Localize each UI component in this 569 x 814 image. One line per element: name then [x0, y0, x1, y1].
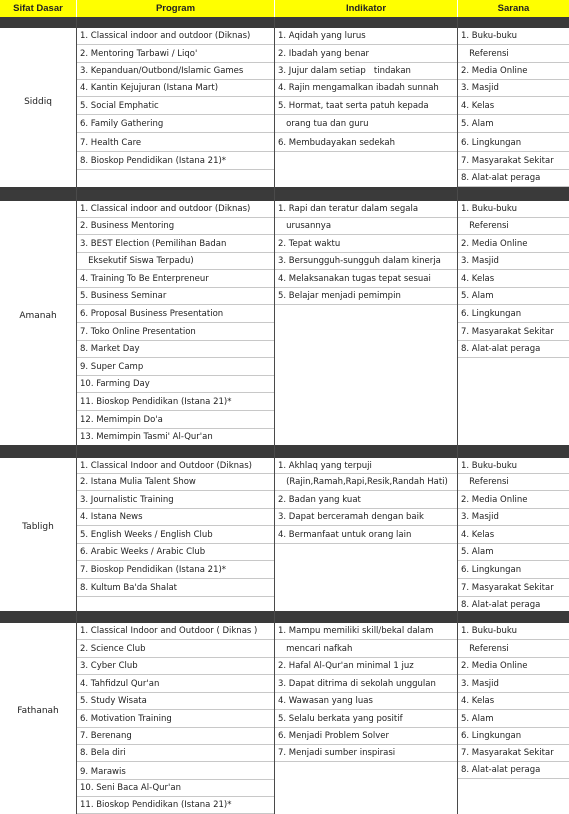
sarana-item: 8. Alat-alat peraga [461, 600, 541, 610]
sarana-item: 7. Masyarakat Sekitar [461, 583, 554, 593]
row-divider [275, 639, 457, 640]
indikator-item: mencari nafkah [278, 644, 353, 654]
row-divider [458, 151, 569, 152]
indikator-item: urusannya [278, 221, 332, 231]
row-divider [458, 525, 569, 526]
program-item: 5. English Weeks / English Club [80, 530, 213, 540]
indikator-item: 1. Akhlaq yang terpuji [278, 461, 372, 471]
category-label-tabligh: Tabligh [22, 522, 54, 532]
sarana-item: 3. Masjid [461, 256, 499, 266]
row-divider [458, 269, 569, 270]
row-divider [77, 114, 274, 115]
sarana-item: 4. Kelas [461, 530, 495, 540]
indikator-item: 1. Aqidah yang lurus [278, 31, 366, 41]
sarana-item: 3. Masjid [461, 83, 499, 93]
sarana-item: 5. Alam [461, 119, 494, 129]
indikator-item: 4. Rajin mengamalkan ibadah sunnah [278, 83, 439, 93]
sarana-item: 1. Buku-buku [461, 204, 517, 214]
row-divider [458, 44, 569, 45]
program-item: 1. Classical Indoor and Outdoor (Diknas) [80, 461, 252, 471]
sarana-item: 6. Lingkungan [461, 138, 522, 148]
indikator-item: (Rajin,Ramah,Rapi,Resik,Randah Hati) [278, 477, 448, 487]
sarana-item: 6. Lingkungan [461, 565, 522, 575]
program-item: 7. Bioskop Pendidikan (Istana 21)* [80, 565, 227, 575]
row-divider [77, 132, 274, 133]
row-divider [458, 322, 569, 323]
indikator-item: 2. Hafal Al-Qur'an minimal 1 juz [278, 661, 414, 671]
indikator-item: 1. Mampu memiliki skill/bekal dalam [278, 626, 434, 636]
row-divider [458, 114, 569, 115]
column-divider [457, 17, 458, 814]
sarana-item: 7. Masyarakat Sekitar [461, 748, 554, 758]
sarana-item: 6. Lingkungan [461, 731, 522, 741]
program-item: 10. Seni Baca Al-Qur'an [80, 783, 181, 793]
indikator-item: 1. Rapi dan teratur dalam segala [278, 204, 419, 214]
row-divider [458, 578, 569, 579]
row-divider [77, 578, 274, 579]
indikator-item: 2. Tepat waktu [278, 239, 341, 249]
category-label-amanah: Amanah [19, 311, 57, 321]
row-divider [458, 234, 569, 235]
program-item: 11. Bioskop Pendidikan (Istana 21)* [80, 800, 232, 810]
program-item: 6. Family Gathering [80, 119, 164, 129]
program-item: 8. Bela diri [80, 748, 126, 758]
indikator-item: 4. Melaksanakan tugas tepat sesuai [278, 274, 431, 284]
sarana-item: 5. Alam [461, 714, 494, 724]
row-divider [275, 132, 457, 133]
program-item: 9. Super Camp [80, 362, 144, 372]
program-item: 13. Memimpin Tasmi' Al-Qur'an [80, 432, 213, 442]
program-item: 3. Cyber Club [80, 661, 138, 671]
indikator-item: 5. Belajar menjadi pemimpin [278, 291, 401, 301]
sarana-item: 1. Buku-buku [461, 31, 517, 41]
row-divider [275, 543, 457, 544]
program-item: 6. Arabic Weeks / Arabic Club [80, 547, 206, 557]
program-item: 7. Toko Online Presentation [80, 327, 196, 337]
program-item: 3. Kepanduan/Outbond/Islamic Games [80, 66, 244, 76]
sarana-item: 3. Masjid [461, 512, 499, 522]
row-divider [77, 410, 274, 411]
sarana-item: 1. Buku-buku [461, 461, 517, 471]
row-divider [458, 778, 569, 779]
row-divider [77, 269, 274, 270]
program-item: 10. Farming Day [80, 379, 150, 389]
row-divider [77, 322, 274, 323]
sarana-item: 8. Alat-alat peraga [461, 344, 541, 354]
program-item: 1. Classical Indoor and Outdoor ( Diknas ) [80, 626, 258, 636]
indikator-item: 2. Ibadah yang benar [278, 49, 370, 59]
program-item: 4. Kantin Kejujuran (Istana Mart) [80, 83, 219, 93]
section-separator [0, 611, 569, 623]
category-label-fathanah: Fathanah [17, 706, 59, 716]
sarana-item: 5. Alam [461, 547, 494, 557]
row-divider [458, 357, 569, 358]
row-divider [77, 761, 274, 762]
sarana-item: Referensi [461, 49, 509, 59]
row-divider [275, 151, 457, 152]
row-divider [275, 269, 457, 270]
program-item: 1. Classical indoor and outdoor (Diknas) [80, 204, 251, 214]
section-separator [0, 17, 569, 28]
row-divider [458, 560, 569, 561]
sarana-item: 3. Masjid [461, 679, 499, 689]
program-item: 6. Motivation Training [80, 714, 172, 724]
header-indikator: Indikator [275, 0, 457, 17]
row-divider [77, 596, 274, 597]
sarana-item: 4. Kelas [461, 274, 495, 284]
program-item: 2. Mentoring Tarbawi / Liqo' [80, 49, 198, 59]
sarana-item: 7. Masyarakat Sekitar [461, 156, 554, 166]
header-program: Program [77, 0, 274, 17]
row-divider [77, 525, 274, 526]
row-divider [458, 132, 569, 133]
indikator-item: 4. Wawasan yang luas [278, 696, 373, 706]
indikator-item: 3. Bersungguh-sungguh dalam kinerja [278, 256, 441, 266]
sarana-item: 6. Lingkungan [461, 309, 522, 319]
row-divider [458, 709, 569, 710]
row-divider [77, 357, 274, 358]
column-divider [274, 17, 275, 814]
sarana-item: 8. Alat-alat peraga [461, 765, 541, 775]
header-sifat-dasar: Sifat Dasar [0, 0, 76, 17]
program-item: 5. Business Seminar [80, 291, 167, 301]
indikator-item: 5. Hormat, taat serta patuh kepada [278, 101, 429, 111]
row-divider [458, 490, 569, 491]
row-divider [77, 639, 274, 640]
row-divider [77, 304, 274, 305]
sarana-item: 7. Masyarakat Sekitar [461, 327, 554, 337]
sarana-item: 4. Kelas [461, 696, 495, 706]
program-item: 3. Journalistic Training [80, 495, 174, 505]
row-divider [77, 560, 274, 561]
sarana-item: 1. Buku-buku [461, 626, 517, 636]
row-divider [77, 151, 274, 152]
row-divider [458, 304, 569, 305]
indikator-item: orang tua dan guru [278, 119, 369, 129]
row-divider [275, 490, 457, 491]
row-divider [458, 96, 569, 97]
sarana-item: 2. Media Online [461, 495, 528, 505]
row-divider [275, 44, 457, 45]
indikator-item: 3. Dapat ditrima di sekolah unggulan [278, 679, 436, 689]
row-divider [275, 525, 457, 526]
program-item: 8. Market Day [80, 344, 140, 354]
sarana-item: 2. Media Online [461, 239, 528, 249]
header-sarana: Sarana [458, 0, 569, 17]
indikator-item: 3. Jujur dalam setiap tindakan [278, 66, 411, 76]
row-divider [77, 234, 274, 235]
program-item: 8. Kultum Ba'da Shalat [80, 583, 177, 593]
indikator-item: 7. Menjadi sumber inspirasi [278, 748, 396, 758]
sarana-item: Referensi [461, 221, 509, 231]
program-item: 6. Proposal Business Presentation [80, 309, 224, 319]
indikator-item: 4. Bermanfaat untuk orang lain [278, 530, 412, 540]
program-item: 9. Marawis [80, 767, 126, 777]
row-divider [275, 304, 457, 305]
indikator-item: 6. Menjadi Problem Solver [278, 731, 389, 741]
row-divider [275, 114, 457, 115]
row-divider [77, 490, 274, 491]
indikator-item: 5. Selalu berkata yang positif [278, 714, 403, 724]
row-divider [458, 639, 569, 640]
row-divider [77, 44, 274, 45]
row-divider [275, 674, 457, 675]
program-item: 2. Science Club [80, 644, 146, 654]
program-item: 3. BEST Election (Pemilihan Badan [80, 239, 227, 249]
program-item: 4. Training To Be Enterpreneur [80, 274, 209, 284]
program-item: 4. Istana News [80, 512, 143, 522]
row-divider [77, 709, 274, 710]
row-divider [275, 234, 457, 235]
section-separator [0, 445, 569, 458]
sarana-item: Referensi [461, 477, 509, 487]
indikator-item: 2. Badan yang kuat [278, 495, 361, 505]
program-item: 1. Classical indoor and outdoor (Diknas) [80, 31, 251, 41]
program-item: 12. Memimpin Do'a [80, 415, 163, 425]
program-item: 5. Social Emphatic [80, 101, 159, 111]
indikator-item: 3. Dapat berceramah dengan baik [278, 512, 424, 522]
program-item: 2. Business Mentoring [80, 221, 175, 231]
row-divider [77, 96, 274, 97]
row-divider [77, 392, 274, 393]
program-item: Eksekutif Siswa Terpadu) [80, 256, 194, 266]
row-divider [77, 169, 274, 170]
row-divider [77, 674, 274, 675]
row-divider [275, 761, 457, 762]
program-item: 2. Istana Mulia Talent Show [80, 477, 196, 487]
row-divider [275, 709, 457, 710]
program-item: 7. Health Care [80, 138, 142, 148]
column-divider [76, 17, 77, 814]
sarana-item: 2. Media Online [461, 661, 528, 671]
sarana-item: Referensi [461, 644, 509, 654]
program-item: 7. Berenang [80, 731, 132, 741]
program-item: 4. Tahfidzul Qur'an [80, 679, 160, 689]
sarana-item: 4. Kelas [461, 101, 495, 111]
indikator-item: 6. Membudayakan sedekah [278, 138, 396, 148]
sarana-item: 2. Media Online [461, 66, 528, 76]
program-item: 5. Study Wisata [80, 696, 147, 706]
row-divider [458, 674, 569, 675]
row-divider [275, 96, 457, 97]
category-label-siddiq: Siddiq [24, 97, 52, 107]
program-item: 11. Bioskop Pendidikan (Istana 21)* [80, 397, 232, 407]
sarana-item: 8. Alat-alat peraga [461, 173, 541, 183]
sarana-item: 5. Alam [461, 291, 494, 301]
program-item: 8. Bioskop Pendidikan (Istana 21)* [80, 156, 227, 166]
section-separator [0, 187, 569, 201]
